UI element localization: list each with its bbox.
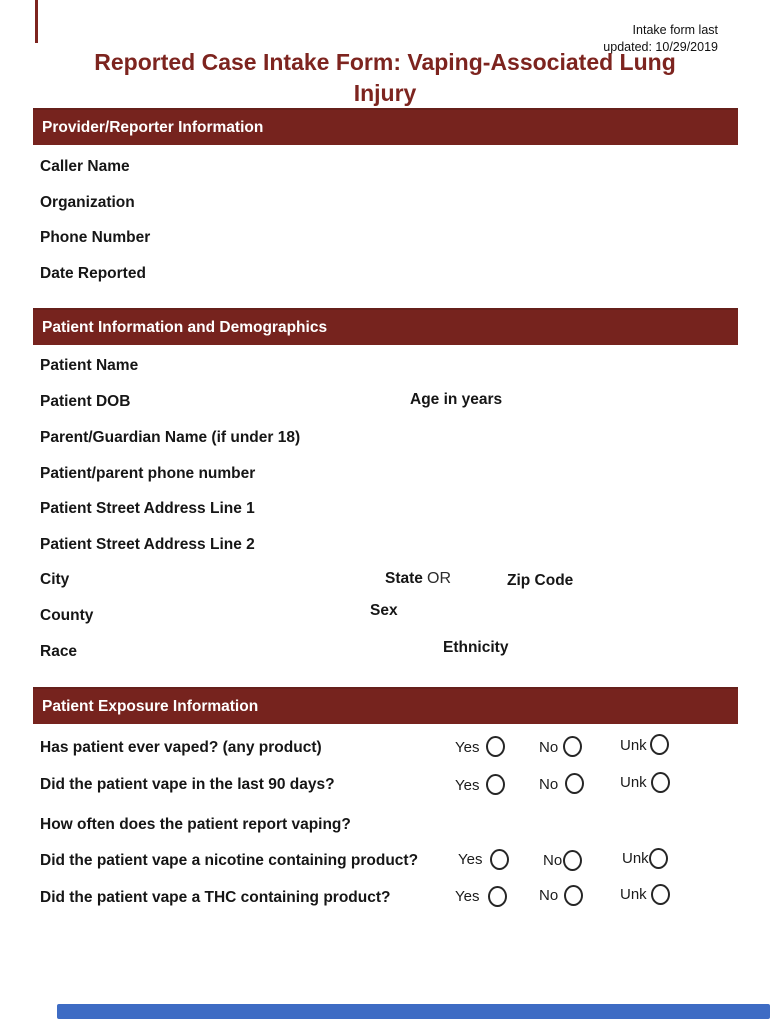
field-label-caller-name: Caller Name [40, 158, 130, 175]
field-label-address-line-2: Patient Street Address Line 2 [40, 536, 255, 553]
question-vaping-frequency: How often does the patient report vaping? [40, 816, 351, 833]
field-label-organization: Organization [40, 194, 135, 211]
question-ever-vaped: Has patient ever vaped? (any product) [40, 739, 322, 756]
field-label-patient-phone: Patient/parent phone number [40, 465, 256, 482]
q1-no-radio[interactable] [563, 736, 582, 757]
q5-unk-radio[interactable] [651, 884, 670, 905]
field-label-zip-code: Zip Code [507, 572, 574, 589]
table-border-mark [35, 0, 38, 43]
q5-no-label: No [539, 887, 559, 904]
q2-no-label: No [539, 776, 559, 793]
q2-no-radio[interactable] [565, 773, 584, 794]
field-label-patient-name: Patient Name [40, 357, 139, 374]
section-header-patient-label: Patient Information and Demographics [42, 318, 328, 336]
q5-yes-radio[interactable] [488, 886, 507, 907]
field-label-parent-guardian: Parent/Guardian Name (if under 18) [40, 429, 301, 446]
field-label-city: City [40, 571, 70, 588]
q4-no-radio[interactable] [563, 850, 582, 871]
q4-unk-label: Unk [622, 850, 649, 867]
q1-yes-radio[interactable] [486, 736, 505, 757]
field-label-state: State [385, 570, 423, 587]
field-label-phone-number: Phone Number [40, 229, 151, 246]
q2-unk-label: Unk [620, 774, 647, 791]
page-title: Reported Case Intake Form: Vaping-Associated Lung Injury [94, 49, 676, 106]
field-label-address-line-1: Patient Street Address Line 1 [40, 500, 255, 517]
field-label-patient-dob: Patient DOB [40, 393, 131, 410]
section-header-exposure-label: Patient Exposure Information [42, 697, 259, 715]
horizontal-scrollbar[interactable] [57, 1004, 770, 1019]
question-nicotine-product: Did the patient vape a nicotine containing product? [40, 852, 419, 869]
state-input-value[interactable]: OR [427, 570, 451, 587]
section-header-provider [33, 108, 738, 145]
last-updated-line-2: updated: 10/29/2019 [603, 40, 718, 54]
field-label-age-in-years: Age in years [410, 391, 503, 408]
question-thc-product: Did the patient vape a THC containing product? [40, 889, 391, 906]
section-header-exposure [33, 687, 738, 724]
field-label-sex: Sex [370, 602, 398, 619]
q5-no-radio[interactable] [564, 885, 583, 906]
field-label-race: Race [40, 643, 78, 660]
field-label-county: County [40, 607, 94, 624]
q1-unk-radio[interactable] [650, 734, 669, 755]
q2-yes-label: Yes [455, 777, 480, 794]
q5-unk-label: Unk [620, 886, 647, 903]
question-vaped-90-days: Did the patient vape in the last 90 days? [40, 776, 335, 793]
q4-yes-radio[interactable] [490, 849, 509, 870]
last-updated-line-1: Intake form last [632, 23, 718, 37]
field-label-date-reported: Date Reported [40, 265, 146, 282]
q1-no-label: No [539, 739, 559, 756]
q2-yes-radio[interactable] [486, 774, 505, 795]
q1-yes-label: Yes [455, 739, 480, 756]
q4-unk-radio[interactable] [649, 848, 668, 869]
q4-no-label: No [543, 852, 563, 869]
section-header-provider-label: Provider/Reporter Information [42, 118, 264, 136]
q1-unk-label: Unk [620, 737, 647, 754]
section-header-patient [33, 308, 738, 345]
q4-yes-label: Yes [458, 851, 483, 868]
q5-yes-label: Yes [455, 888, 480, 905]
field-label-ethnicity: Ethnicity [443, 639, 509, 656]
q2-unk-radio[interactable] [651, 772, 670, 793]
